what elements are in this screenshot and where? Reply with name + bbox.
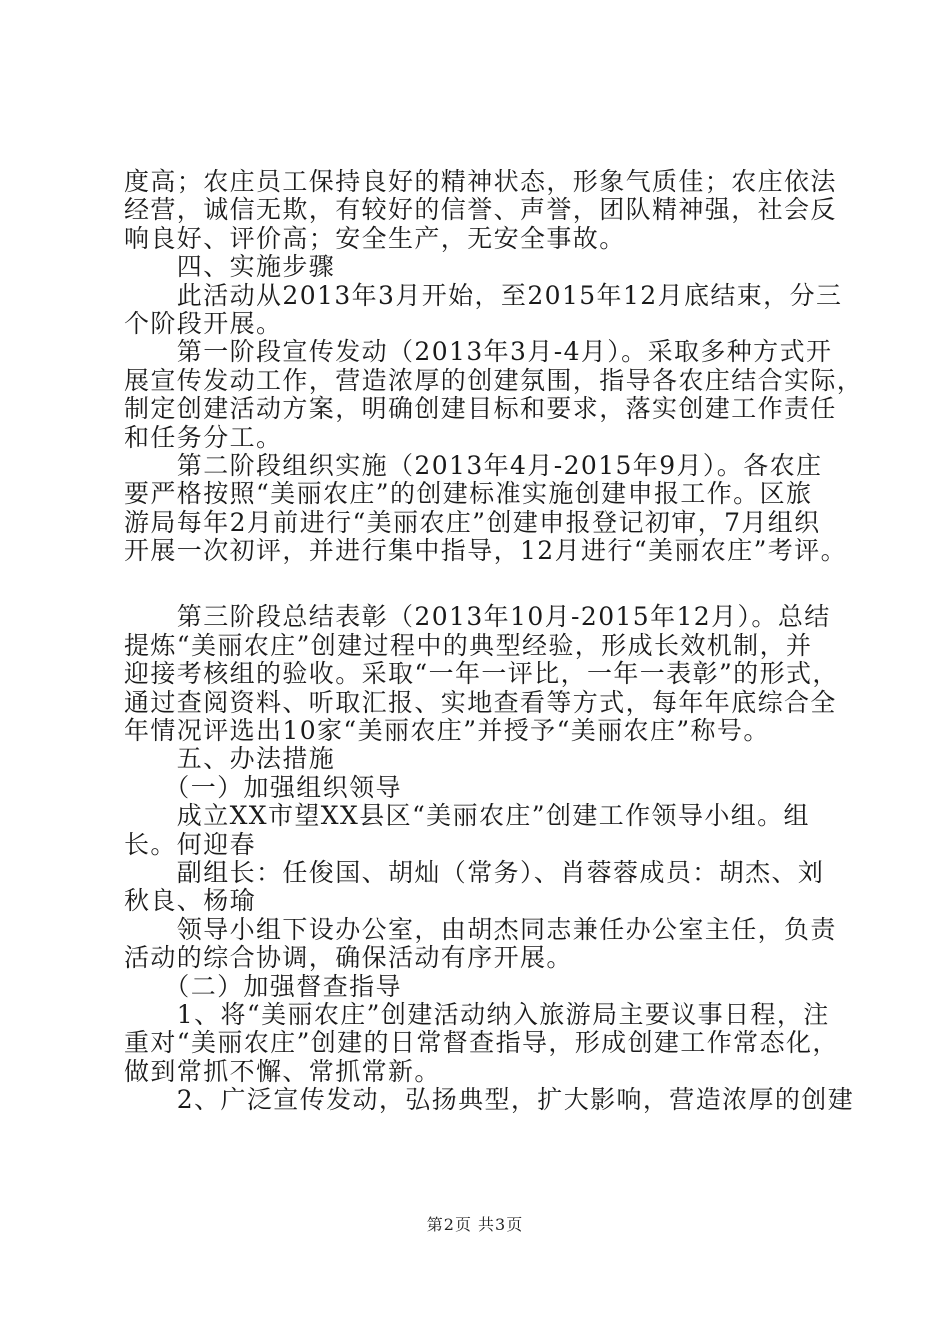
- text-line: 制定创建活动方案，明确创建目标和要求，落实创建工作责任: [124, 394, 837, 424]
- text-line: 长。何迎春: [124, 829, 257, 859]
- text-line: 做到常抓不懈、常抓常新。: [124, 1056, 441, 1086]
- text-line: 领导小组下设办公室，由胡杰同志兼任办公室主任，负责: [124, 914, 837, 944]
- text-line: （二）加强督查指导: [124, 971, 402, 1001]
- text-line: 成立XX市望XX县区“美丽农庄”创建工作领导小组。组: [124, 801, 810, 831]
- text-line: 第二阶段组织实施（2013年4月-2015年9月）。各农庄: [124, 450, 823, 480]
- text-line: 提炼“美丽农庄”创建过程中的典型经验，形成长效机制，并: [124, 630, 813, 660]
- text-line: 和任务分工。: [124, 422, 283, 452]
- text-line: 迎接考核组的验收。采取“一年一评比，一年一表彰”的形式，: [124, 659, 839, 689]
- text-line: （一）加强组织领导: [124, 772, 402, 802]
- text-line: 个阶段开展。: [124, 308, 283, 338]
- text-line: 五、办法措施: [124, 744, 336, 774]
- text-line: 通过查阅资料、听取汇报、实地查看等方式，每年年底综合全: [124, 687, 837, 717]
- text-line: 副组长：任俊国、胡灿（常务）、肖蓉蓉成员：胡杰、刘: [124, 857, 825, 887]
- body-text: [124, 167, 864, 1115]
- blank-line: [124, 565, 848, 603]
- text-line: 重对“美丽农庄”创建的日常督查指导，形成创建工作常态化，: [124, 1028, 839, 1058]
- text-line: 要严格按照“美丽农庄”的创建标准实施创建申报工作。区旅: [124, 479, 813, 509]
- text-line: 四、实施步骤: [124, 252, 336, 282]
- text-line: 响良好、评价高；安全生产，无安全事故。: [124, 223, 626, 253]
- page-footer: 第2页 共3页: [426, 1215, 524, 1234]
- text-line: 度高；农庄员工保持良好的精神状态，形象气质佳；农庄依法: [124, 167, 837, 196]
- text-line: 游局每年2月前进行“美丽农庄”创建申报登记初审，7月组织: [124, 507, 821, 537]
- text-line: 第三阶段总结表彰（2013年10月-2015年12月）。总结: [124, 602, 831, 632]
- text-line: 年情况评选出10家“美丽农庄”并授予“美丽农庄”称号。: [124, 716, 770, 746]
- text-line: 此活动从2013年3月开始，至2015年12月底结束，分三: [124, 280, 843, 310]
- text-line: 1、将“美丽农庄”创建活动纳入旅游局主要议事日程，注: [124, 999, 830, 1029]
- text-line: 第一阶段宣传发动（2013年3月-4月）。采取多种方式开: [124, 337, 833, 367]
- text-line: 2、广泛宣传发动，弘扬典型，扩大影响，营造浓厚的创建: [124, 1085, 855, 1115]
- text-line: 秋良、杨瑜: [124, 886, 257, 916]
- text-line: 经营，诚信无欺，有较好的信誉、声誉，团队精神强，社会反: [124, 195, 837, 225]
- text-line: 活动的综合协调，确保活动有序开展。: [124, 943, 573, 973]
- text-line: 开展一次初评，并进行集中指导，12月进行“美丽农庄”考评。: [124, 536, 847, 566]
- text-line: 展宣传发动工作，营造浓厚的创建氛围，指导各农庄结合实际，: [124, 365, 864, 395]
